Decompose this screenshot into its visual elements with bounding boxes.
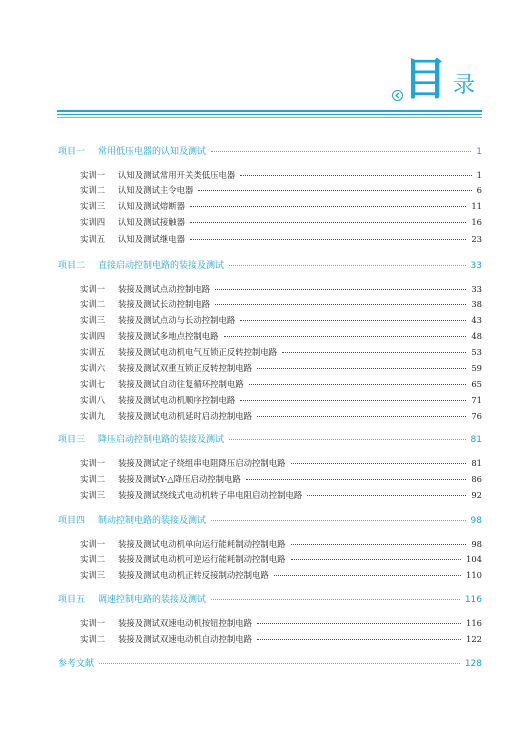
toc-entry-number: 实训五: [80, 234, 106, 244]
toc-entry-title: 认知及测试继电器: [118, 234, 185, 244]
toc-subentry: [80, 394, 482, 408]
toc-page-number: 43: [471, 315, 482, 325]
toc-entry-title: 装接及测试自动往复循环控制电路: [118, 379, 244, 389]
toc-page-number: 116: [466, 618, 482, 628]
toc-subentry: [80, 216, 482, 230]
toc-entry-title: 装接及测试定子绕组串电阻降压启动控制电路: [118, 458, 286, 468]
toc-entry-title: 装接及测试多地点控制电路: [118, 331, 219, 341]
toc-leader-dots: [198, 190, 471, 191]
toc-entry-number: 实训九: [80, 411, 106, 421]
toc-entry-number: 实训一: [80, 458, 106, 468]
toc-leader-dots: [257, 639, 461, 640]
toc-entry-title: 降压启动控制电路的装接及测试: [98, 435, 225, 445]
toc-page-number: 59: [471, 363, 482, 373]
toc-leader-dots: [240, 400, 466, 401]
toc-page-number: 98: [471, 539, 482, 549]
toc-title-main: 目: [403, 54, 447, 105]
toc-page-number: 122: [466, 634, 482, 644]
toc-leader-dots: [257, 368, 466, 369]
toc-page-number: 1: [476, 147, 482, 157]
toc-entry-number: 实训三: [80, 315, 106, 325]
toc-subentry: [80, 633, 482, 647]
toc-entry-title: 装接及测试电动机单向运行能耗制动控制电路: [118, 539, 286, 549]
toc-leader-dots: [190, 239, 466, 240]
toc-leader-dots: [307, 495, 466, 496]
toc-entry-number: 实训二: [80, 554, 106, 564]
toc-entry-number: 实训一: [80, 618, 106, 628]
toc-subentry: [80, 314, 482, 328]
toc-entry-number: 实训二: [80, 299, 106, 309]
toc-entry-title: 装接及测试电动机正转反接制动控制电路: [118, 570, 269, 580]
toc-entry-number: 项目二: [58, 261, 86, 271]
toc-entry-title: 装接及测试点动与长动控制电路: [118, 315, 236, 325]
toc-entry-title: 认知及测试接触器: [118, 217, 185, 227]
toc-section-entry: [58, 656, 482, 670]
toc-subentry: [80, 617, 482, 631]
toc-subentry: [80, 200, 482, 214]
toc-entry-title: 常用低压电器的认知及测试: [98, 147, 207, 157]
toc-page-number: 53: [471, 347, 482, 357]
toc-entry-title: 装接及测试点动控制电路: [118, 284, 211, 294]
toc-leader-dots: [246, 479, 467, 480]
toc-entry-number: 实训八: [80, 395, 106, 405]
toc-entry-title: 认知及测试熔断器: [118, 201, 185, 211]
toc-entry-number: 项目一: [58, 147, 86, 157]
toc-entry-title: 装接及测试双速电动机自动控制电路: [118, 634, 252, 644]
toc-entry-title: 认知及测试常用开关类低压电器: [118, 170, 236, 180]
toc-subentry: [80, 298, 482, 312]
toc-subentry: [80, 184, 482, 198]
toc-title-sub: 录: [453, 73, 476, 98]
toc-leader-dots: [240, 175, 471, 176]
toc-entry-number: 实训四: [80, 217, 106, 227]
toc-page-number: 16: [471, 217, 482, 227]
toc-leader-dots: [211, 520, 466, 521]
toc-entry-number: 实训七: [80, 379, 106, 389]
toc-entry-number: 实训二: [80, 185, 106, 195]
toc-entry-title: 制动控制电路的装接及测试: [98, 516, 207, 526]
toc-page-number: 48: [471, 331, 482, 341]
toc-leader-dots: [291, 463, 467, 464]
toc-page-number: 71: [471, 395, 482, 405]
toc-leader-dots: [190, 222, 466, 223]
toc-subentry: [80, 330, 482, 344]
toc-leader-dots: [257, 416, 466, 417]
toc-leader-dots: [99, 663, 460, 664]
toc-entry-title: 装接及测试Y-△降压启动控制电路: [118, 474, 241, 484]
toc-page-number: 65: [471, 379, 482, 389]
toc-subentry: [80, 346, 482, 360]
toc-entry-number: 实训六: [80, 363, 106, 373]
toc-subentry: [80, 553, 482, 567]
toc-leader-dots: [240, 320, 466, 321]
toc-entry-title: 认知及测试主令电器: [118, 185, 194, 195]
toc-page-number: 38: [471, 299, 482, 309]
toc-subentry: [80, 410, 482, 424]
toc-leader-dots: [215, 289, 466, 290]
toc-leader-dots: [211, 151, 471, 152]
toc-leader-dots: [282, 352, 466, 353]
toc-page-number: 11: [471, 201, 482, 211]
toc-leader-dots: [215, 304, 466, 305]
toc-entry-title: 装接及测试电动机可逆运行能耗制动控制电路: [118, 554, 286, 564]
toc-entry-number: 实训一: [80, 170, 106, 180]
toc-leader-dots: [257, 623, 461, 624]
toc-subentry: [80, 378, 482, 392]
toc-entry-title: 直接启动控制电路的装接及测试: [98, 261, 225, 271]
toc-entry-title: 装接及测试双速电动机按钮控制电路: [118, 618, 252, 628]
toc-subentry: [80, 473, 482, 487]
toc-leader-dots: [211, 599, 460, 600]
toc-page-number: 110: [466, 570, 482, 580]
toc-page-number: 23: [471, 234, 482, 244]
toc-section-entry: [58, 592, 482, 606]
toc-entry-number: 实训五: [80, 347, 106, 357]
toc-section-entry: [58, 258, 482, 272]
toc-page-number: 1: [476, 170, 482, 180]
toc-page-number: 104: [466, 554, 482, 564]
toc-entry-number: 实训四: [80, 331, 106, 341]
toc-subentry: [80, 233, 482, 247]
toc-page-number: 81: [470, 435, 482, 445]
toc-subentry: [80, 538, 482, 552]
toc-page-number: 98: [470, 516, 482, 526]
toc-entry-number: 实训二: [80, 634, 106, 644]
toc-leader-dots: [274, 575, 461, 576]
toc-subentry: [80, 489, 482, 503]
toc-entry-title: 装接及测试绕线式电动机转子串电阻启动控制电路: [118, 490, 303, 500]
toc-entry-title: 装接及测试长动控制电路: [118, 299, 211, 309]
toc-subentry: [80, 457, 482, 471]
toc-page-number: 6: [476, 185, 482, 195]
toc-page-number: 81: [471, 458, 482, 468]
toc-entry-number: 项目五: [58, 595, 86, 605]
toc-entry-number: 实训三: [80, 201, 106, 211]
toc-leader-dots: [291, 559, 462, 560]
toc-entry-number: 项目三: [58, 435, 86, 445]
toc-leader-dots: [229, 265, 466, 266]
toc-page-number: 33: [471, 284, 482, 294]
toc-entry-title: 装接及测试双重互锁正反转控制电路: [118, 363, 252, 373]
toc-page-number: 128: [464, 659, 482, 669]
toc-page-number: 33: [470, 261, 482, 271]
toc-leader-dots: [291, 544, 467, 545]
toc-entry-number: 实训三: [80, 490, 106, 500]
toc-section-entry: [58, 432, 482, 446]
toc-subentry: [80, 569, 482, 583]
toc-subentry: [80, 169, 482, 183]
toc-section-entry: [58, 144, 482, 158]
toc-entry-title: 装接及测试电动机电气互锁正反转控制电路: [118, 347, 278, 357]
toc-entry-number: 参考文献: [58, 659, 95, 669]
toc-entry-number: 项目四: [58, 516, 86, 526]
toc-subentry: [80, 283, 482, 297]
toc-leader-dots: [229, 439, 466, 440]
toc-section-entry: [58, 513, 482, 527]
toc-entry-title: 装接及测试电动机延时启动控制电路: [118, 411, 252, 421]
toc-page-number: 86: [471, 474, 482, 484]
toc-leader-dots: [190, 206, 466, 207]
toc-page-number: 116: [464, 595, 482, 605]
toc-entry-number: 实训一: [80, 284, 106, 294]
toc-entry-number: 实训二: [80, 474, 106, 484]
toc-entry-number: 实训三: [80, 570, 106, 580]
toc-page-number: 92: [471, 490, 482, 500]
toc-entry-title: 装接及测试电动机顺序控制电路: [118, 395, 236, 405]
toc-entry-number: 实训一: [80, 539, 106, 549]
toc-page-number: 76: [471, 411, 482, 421]
toc-entry-title: 调速控制电路的装接及测试: [98, 595, 207, 605]
toc-leader-dots: [224, 336, 467, 337]
toc-subentry: [80, 362, 482, 376]
toc-leader-dots: [249, 384, 467, 385]
